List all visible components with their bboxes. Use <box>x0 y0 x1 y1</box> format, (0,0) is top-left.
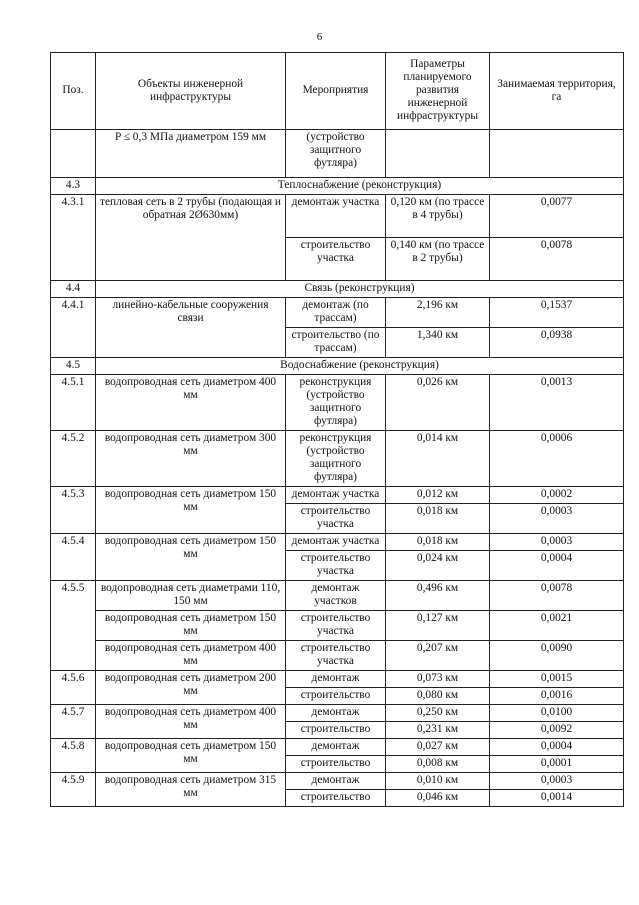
cell-param: 0,207 км <box>386 641 490 671</box>
cell-object: водопроводная сеть диаметром 150 мм <box>96 487 286 534</box>
table-row <box>51 298 624 328</box>
cell-param: 0,012 км <box>386 487 490 504</box>
header-params: Параметры планируемого развития инженерной инфраструктуры <box>386 53 490 130</box>
header-area: Занимаемая территория, га <box>490 53 624 130</box>
cell-pos: 4.5.3 <box>51 487 96 534</box>
cell-object: P ≤ 0,3 МПа диаметром 159 мм <box>96 130 286 178</box>
cell-param: 0,250 км <box>386 705 490 722</box>
section-row <box>51 281 624 298</box>
cell-measure: демонтаж участков <box>286 581 386 611</box>
cell-pos: 4.5.1 <box>51 375 96 431</box>
page-number: 6 <box>316 31 323 43</box>
cell-param: 0,046 км <box>386 790 490 807</box>
cell-area: 0,0003 <box>490 504 624 534</box>
cell-measure: строительство участка <box>286 611 386 641</box>
table-row <box>51 705 624 722</box>
cell-area: 0,0092 <box>490 722 624 739</box>
cell-measure: демонтаж <box>286 705 386 722</box>
table-row <box>51 611 624 641</box>
cell-area: 0,0003 <box>490 773 624 790</box>
cell-measure: строительство участка <box>286 504 386 534</box>
header-measures: Мероприятия <box>286 53 386 130</box>
cell-pos: 4.5.7 <box>51 705 96 739</box>
cell-pos: 4.4.1 <box>51 298 96 358</box>
cell-object: водопроводная сеть диаметром 400 мм <box>96 705 286 739</box>
cell-area: 0,0013 <box>490 375 624 431</box>
section-title: Теплоснабжение (реконструкция) <box>96 178 624 195</box>
cell-measure: демонтаж участка <box>286 534 386 551</box>
table-row <box>51 375 624 431</box>
table-header-row <box>51 53 624 130</box>
cell-measure: строительство <box>286 722 386 739</box>
cell-area: 0,0015 <box>490 671 624 688</box>
table-row <box>51 581 624 611</box>
section-number: 4.5 <box>51 358 96 375</box>
cell-param: 0,027 км <box>386 739 490 756</box>
cell-object: водопроводная сеть диаметром 300 мм <box>96 431 286 487</box>
table-row <box>51 671 624 688</box>
table-row <box>51 195 624 238</box>
section-row <box>51 358 624 375</box>
cell-object: водопроводная сеть диаметром 400 мм <box>96 641 286 671</box>
cell-area: 0,0004 <box>490 739 624 756</box>
section-title: Связь (реконструкция) <box>96 281 624 298</box>
cell-measure: демонтаж <box>286 739 386 756</box>
cell-param: 1,340 км <box>386 328 490 358</box>
cell-param: 0,140 км (по трассе в 2 трубы) <box>386 238 490 281</box>
cell-measure: реконструкция (устройство защитного футляра) <box>286 375 386 431</box>
cell-param: 0,018 км <box>386 534 490 551</box>
cell-measure: реконструкция (устройство защитного футляра) <box>286 431 386 487</box>
cell-param: 0,127 км <box>386 611 490 641</box>
cell-measure: строительство <box>286 756 386 773</box>
cell-measure: (устройство защитного футляра) <box>286 130 386 178</box>
section-number: 4.4 <box>51 281 96 298</box>
cell-object: тепловая сеть в 2 трубы (подающая и обратная 2Ø630мм) <box>96 195 286 281</box>
cell-param: 0,120 км (по трассе в 4 трубы) <box>386 195 490 238</box>
cell-measure: строительство <box>286 688 386 705</box>
cell-pos: 4.3.1 <box>51 195 96 281</box>
cell-param: 0,010 км <box>386 773 490 790</box>
cell-measure: демонтаж участка <box>286 487 386 504</box>
cell-param: 0,231 км <box>386 722 490 739</box>
cell-pos: 4.5.9 <box>51 773 96 807</box>
cell-param: 0,008 км <box>386 756 490 773</box>
cell-area: 0,1537 <box>490 298 624 328</box>
cell-measure: строительство участка <box>286 641 386 671</box>
cell-param: 0,018 км <box>386 504 490 534</box>
table-row <box>51 130 624 178</box>
cell-param: 2,196 км <box>386 298 490 328</box>
section-number: 4.3 <box>51 178 96 195</box>
cell-object: водопроводная сеть диаметром 150 мм <box>96 611 286 641</box>
cell-object: водопроводная сеть диаметром 150 мм <box>96 534 286 581</box>
cell-pos: 4.5.6 <box>51 671 96 705</box>
section-row <box>51 178 624 195</box>
cell-area: 0,0001 <box>490 756 624 773</box>
cell-measure: строительство участка <box>286 551 386 581</box>
cell-area <box>490 130 624 178</box>
cell-param: 0,014 км <box>386 431 490 487</box>
cell-area: 0,0078 <box>490 238 624 281</box>
section-title: Водоснабжение (реконструкция) <box>96 358 624 375</box>
cell-area: 0,0090 <box>490 641 624 671</box>
cell-area: 0,0002 <box>490 487 624 504</box>
cell-object: водопроводная сеть диаметрами 110, 150 мм <box>96 581 286 611</box>
cell-measure: строительство (по трассам) <box>286 328 386 358</box>
cell-area: 0,0021 <box>490 611 624 641</box>
cell-area: 0,0016 <box>490 688 624 705</box>
cell-area: 0,0006 <box>490 431 624 487</box>
table-row <box>51 431 624 487</box>
cell-param: 0,073 км <box>386 671 490 688</box>
table-row <box>51 773 624 790</box>
cell-param: 0,496 км <box>386 581 490 611</box>
cell-pos: 4.5.2 <box>51 431 96 487</box>
table-row <box>51 534 624 551</box>
cell-pos <box>51 130 96 178</box>
cell-param <box>386 130 490 178</box>
table-row <box>51 739 624 756</box>
cell-measure: демонтаж <box>286 671 386 688</box>
cell-measure: демонтаж (по трассам) <box>286 298 386 328</box>
cell-object: водопроводная сеть диаметром 315 мм <box>96 773 286 807</box>
cell-pos: 4.5.4 <box>51 534 96 581</box>
header-objects: Объекты инженерной инфраструктуры <box>96 53 286 130</box>
cell-pos: 4.5.5 <box>51 581 96 671</box>
cell-measure: демонтаж <box>286 773 386 790</box>
cell-object: водопроводная сеть диаметром 150 мм <box>96 739 286 773</box>
cell-measure: строительство <box>286 790 386 807</box>
table-row <box>51 641 624 671</box>
cell-param: 0,024 км <box>386 551 490 581</box>
cell-object: водопроводная сеть диаметром 200 мм <box>96 671 286 705</box>
cell-area: 0,0003 <box>490 534 624 551</box>
cell-pos: 4.5.8 <box>51 739 96 773</box>
cell-area: 0,0078 <box>490 581 624 611</box>
cell-area: 0,0100 <box>490 705 624 722</box>
cell-object: линейно-кабельные сооружения связи <box>96 298 286 358</box>
cell-area: 0,0014 <box>490 790 624 807</box>
cell-area: 0,0077 <box>490 195 624 238</box>
infrastructure-table <box>50 52 624 807</box>
header-pos: Поз. <box>51 53 96 130</box>
cell-object: водопроводная сеть диаметром 400 мм <box>96 375 286 431</box>
cell-area: 0,0938 <box>490 328 624 358</box>
table-row <box>51 487 624 504</box>
cell-area: 0,0004 <box>490 551 624 581</box>
cell-param: 0,026 км <box>386 375 490 431</box>
cell-measure: строительство участка <box>286 238 386 281</box>
cell-measure: демонтаж участка <box>286 195 386 238</box>
cell-param: 0,080 км <box>386 688 490 705</box>
